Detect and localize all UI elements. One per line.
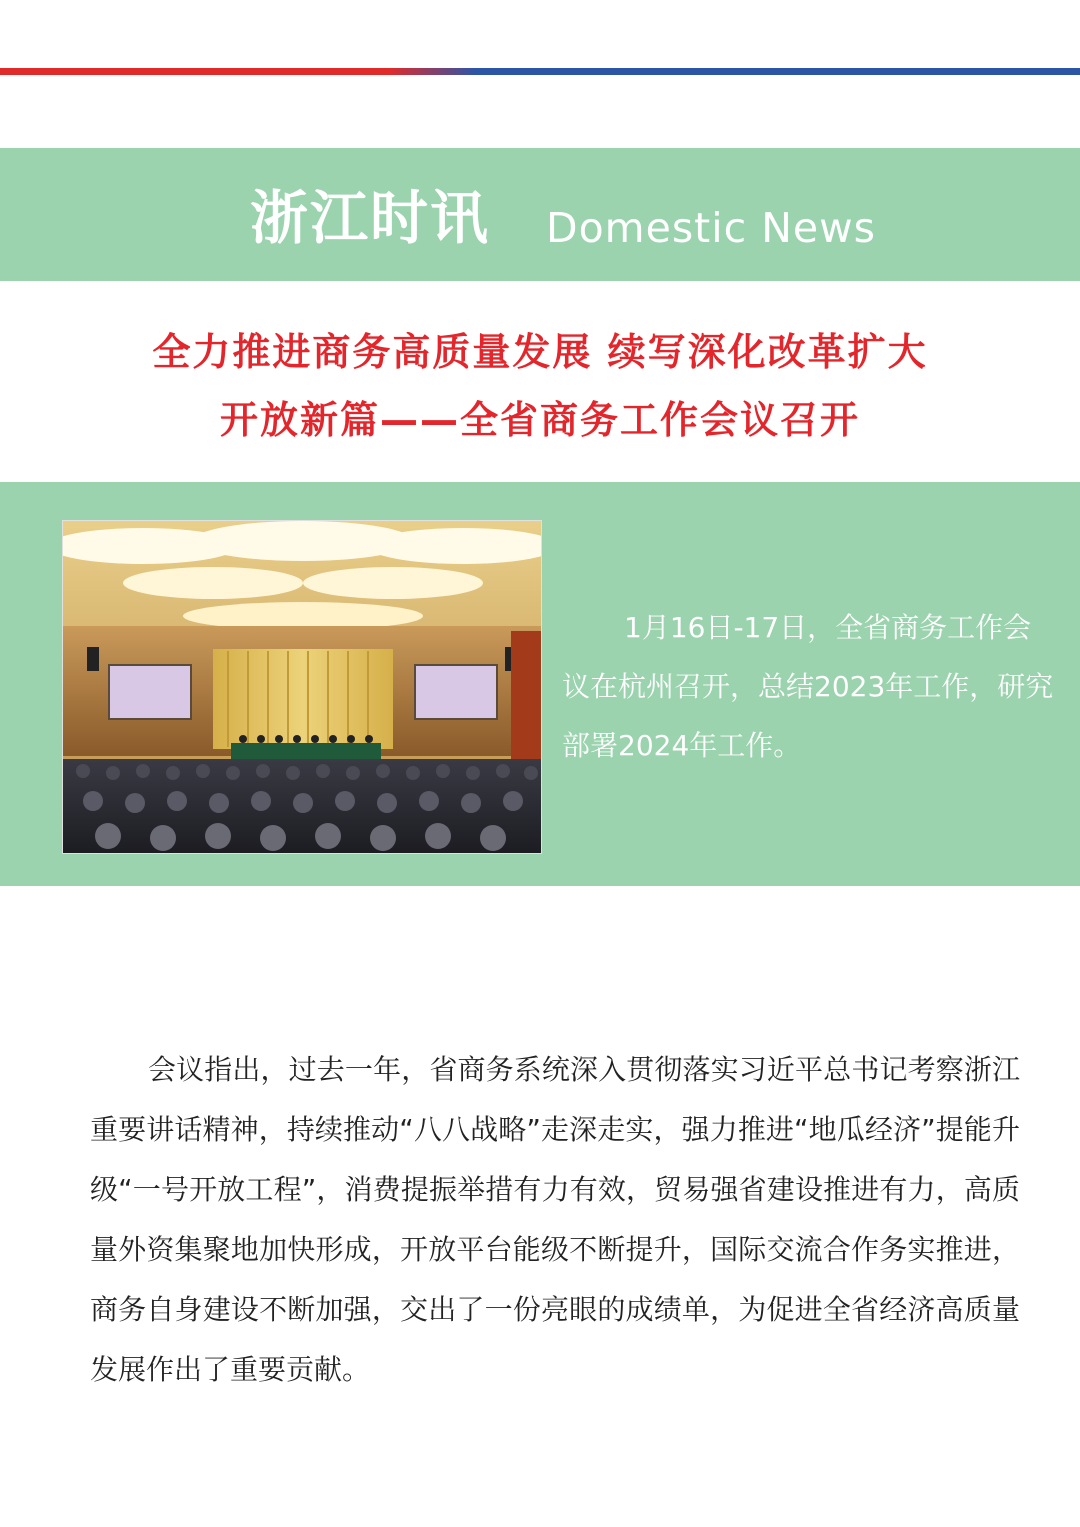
article-body-paragraph: 会议指出，过去一年，省商务系统深入贯彻落实习近平总书记考察浙江重要讲话精神，持续推动“八八战略”走深走实，强力推进“地瓜经济”提能升级“一号开放工程”，消费提振举措有力有效，贸易强省建设推进有力，高质量外资集聚地加快形成，开放平台能级不断提升，国际交流合作务实推进，商务自身建设不断加强，交出了一份亮眼的成绩单，为促进全省经济高质量发展作出了重要贡献。	[90, 1053, 1020, 1386]
article-summary: 1月16日-17日，全省商务工作会议在杭州召开，总结2023年工作，研究部署2024年工作。	[562, 611, 1054, 762]
article-title-line1: 全力推进商务高质量发展 续写深化改革扩大	[152, 330, 928, 374]
section-title-cn: 浙江时讯	[250, 184, 491, 252]
top-divider-rule	[0, 68, 1080, 75]
article-title-line2: 开放新篇——全省商务工作会议召开	[219, 398, 860, 442]
conference-photo	[62, 520, 542, 854]
section-header-band	[0, 148, 1080, 281]
section-title-en: Domestic News	[546, 204, 877, 252]
